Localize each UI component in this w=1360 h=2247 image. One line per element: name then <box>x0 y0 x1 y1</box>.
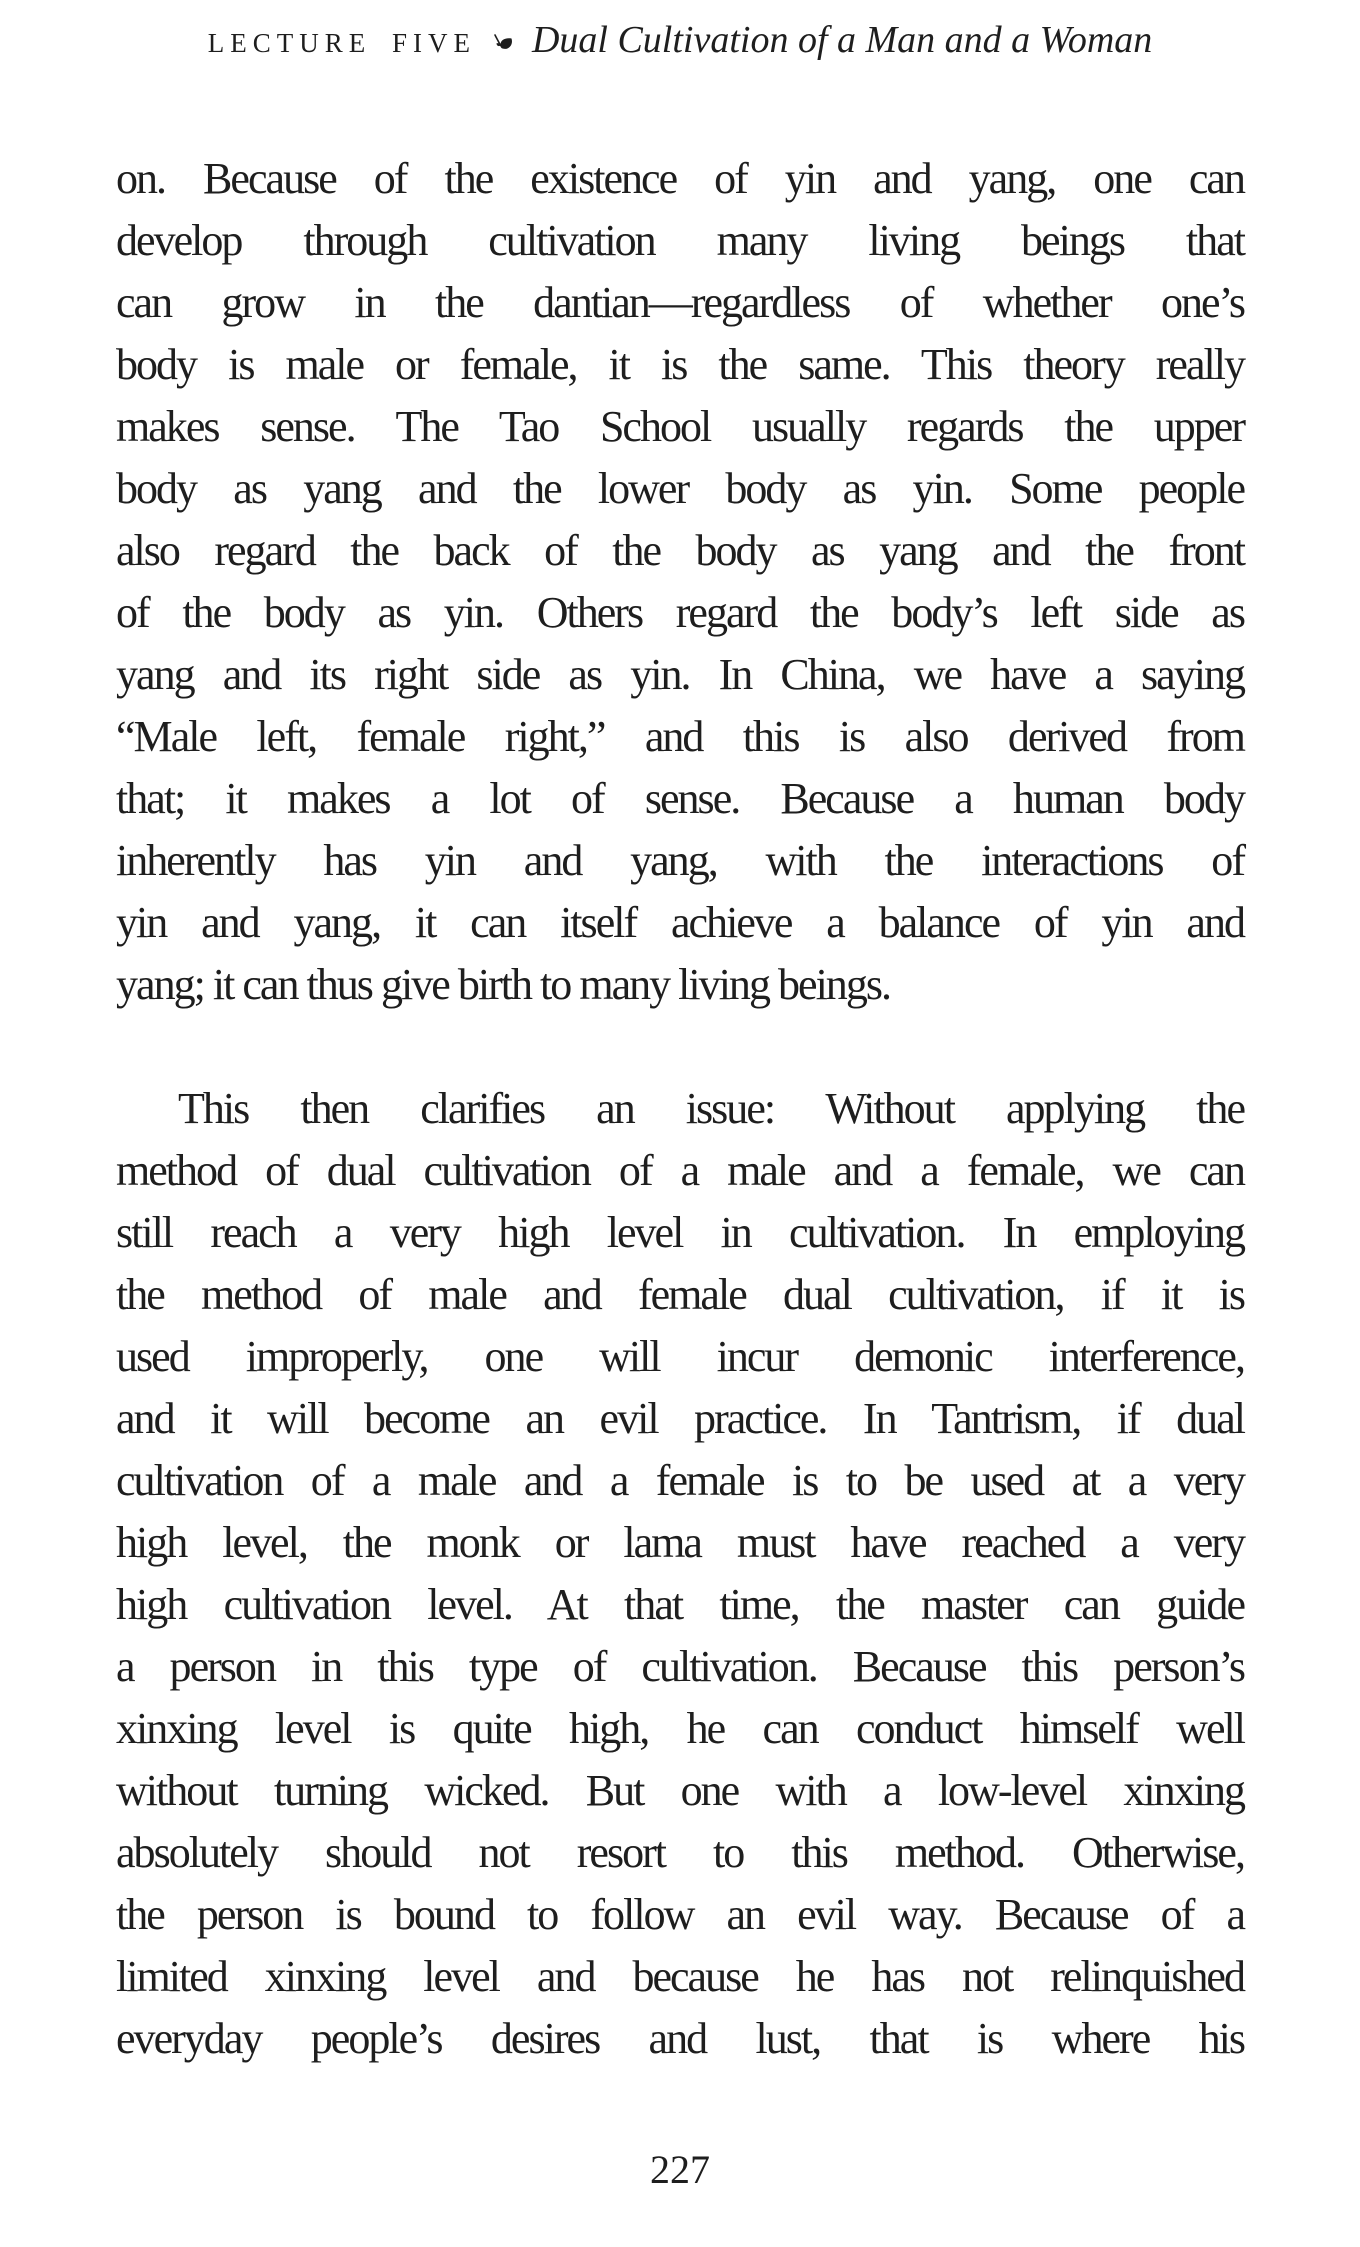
text-line: the method of male and female dual cultivation, if it is <box>116 1270 1244 1319</box>
running-header <box>0 18 1360 62</box>
chapter-title: Dual Cultivation of a Man and a Woman <box>531 19 1153 61</box>
text-line: limited xinxing level and because he has not relinquished <box>116 1952 1244 2001</box>
paragraph <box>116 1078 1244 2070</box>
text-line: high cultivation level. At that time, the master can guide <box>116 1580 1244 1629</box>
text-line: This then clarifies an issue: Without applying the <box>178 1084 1244 1133</box>
text-line: yang; it can thus give birth to many living beings. <box>116 960 891 1009</box>
text-line: inherently has yin and yang, with the interactions of <box>116 836 1244 885</box>
text-line: yin and yang, it can itself achieve a balance of yin and <box>116 898 1244 947</box>
text-line: xinxing level is quite high, he can conduct himself well <box>116 1704 1244 1753</box>
text-line: can grow in the dantian—regardless of whether one’s <box>116 278 1244 327</box>
text-line: yang and its right side as yin. In China, we have a saying <box>116 650 1244 699</box>
text-line: on. Because of the existence of yin and yang, one can <box>116 154 1244 203</box>
text-line: of the body as yin. Others regard the body’s left side as <box>116 588 1244 637</box>
text-line: develop through cultivation many living beings that <box>116 216 1244 265</box>
text-line: cultivation of a male and a female is to be used at a very <box>116 1456 1244 1505</box>
text-line: makes sense. The Tao School usually regards the upper <box>116 402 1244 451</box>
hedera-leaf-icon <box>492 32 516 56</box>
text-line: without turning wicked. But one with a low-level xinxing <box>116 1766 1244 1815</box>
lecture-label: LECTURE FIVE <box>207 28 476 58</box>
text-line: the person is bound to follow an evil way. Because of a <box>116 1890 1244 1939</box>
text-line: absolutely should not resort to this method. Otherwise, <box>116 1828 1244 1877</box>
text-line: body is male or female, it is the same. This theory really <box>116 340 1244 389</box>
text-line: method of dual cultivation of a male and a female, we can <box>116 1146 1244 1195</box>
body-text <box>116 148 1244 2070</box>
text-line: body as yang and the lower body as yin. Some people <box>116 464 1244 513</box>
paragraph <box>116 148 1244 1016</box>
text-line: “Male left, female right,” and this is also derived from <box>116 712 1244 761</box>
text-line: a person in this type of cultivation. Because this person’s <box>116 1642 1244 1691</box>
text-line: and it will become an evil practice. In Tantrism, if dual <box>116 1394 1244 1443</box>
text-line: used improperly, one will incur demonic interference, <box>116 1332 1244 1381</box>
text-line: still reach a very high level in cultivation. In employing <box>116 1208 1244 1257</box>
text-line: everyday people’s desires and lust, that is where his <box>116 2014 1244 2063</box>
page-number: 227 <box>650 2147 710 2192</box>
text-line: also regard the back of the body as yang and the front <box>116 526 1244 575</box>
text-line: high level, the monk or lama must have reached a very <box>116 1518 1244 1567</box>
text-line: that; it makes a lot of sense. Because a human body <box>116 774 1244 823</box>
